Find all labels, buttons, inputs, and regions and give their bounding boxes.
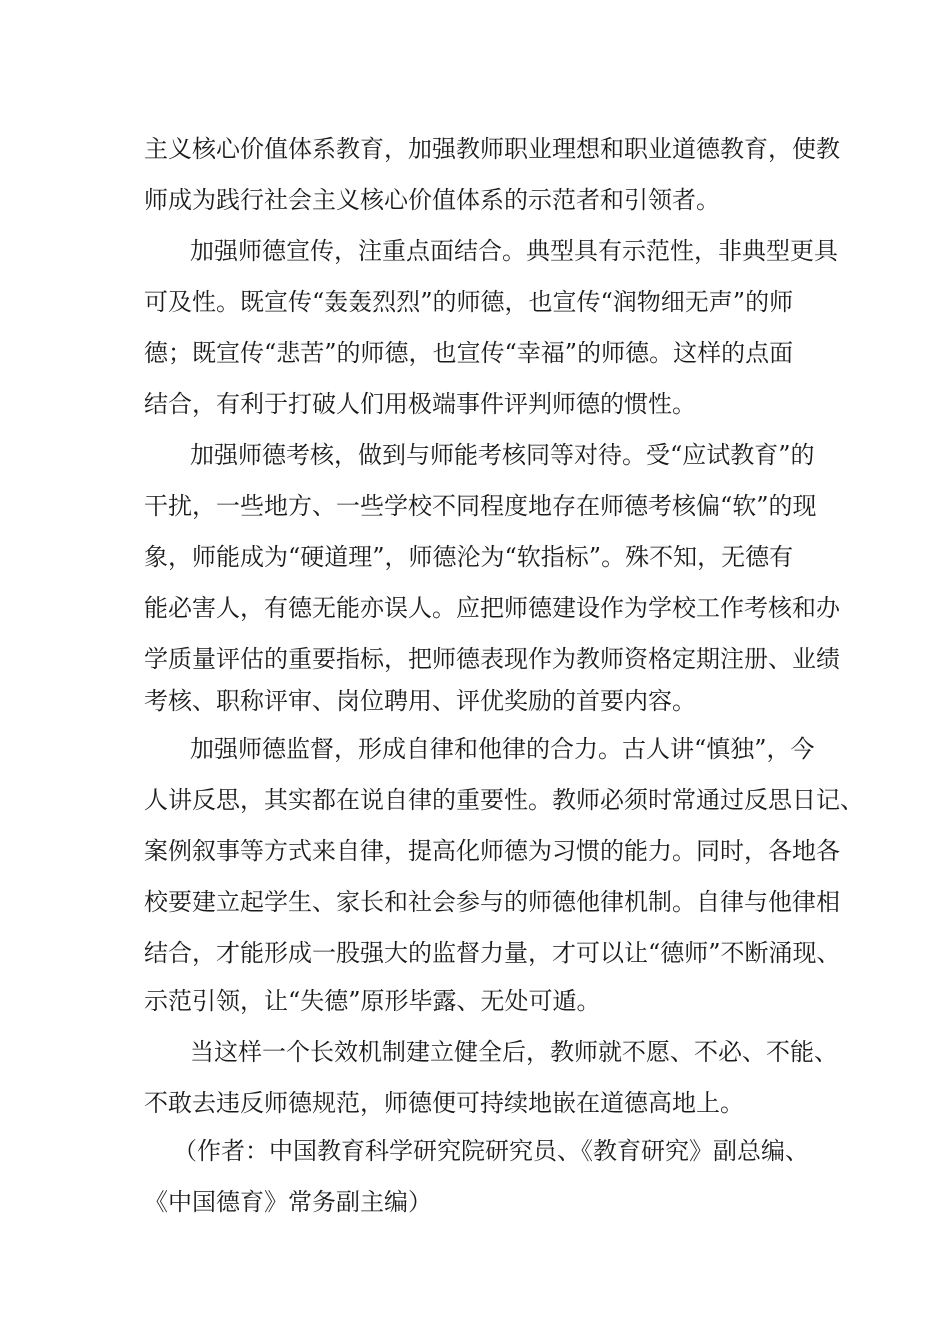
paragraph-1-line-1: 主义核心价值体系教育，加强教师职业理想和职业道德教育，使教 bbox=[144, 135, 840, 163]
author-note-line-1: （作者：中国教育科学研究院研究员、《教育研究》副总编、 bbox=[173, 1137, 809, 1165]
paragraph-3-line-1: 加强师德考核，做到与师能考核同等对待。受“应试教育”的 bbox=[190, 441, 815, 469]
paragraph-5-line-1: 当这样一个长效机制建立健全后，教师就不愿、不必、不能、 bbox=[190, 1038, 838, 1066]
paragraph-3-line-5: 学质量评估的重要指标，把师德表现作为教师资格定期注册、业绩 bbox=[144, 645, 840, 673]
paragraph-4-line-1: 加强师德监督，形成自律和他律的合力。古人讲“慎独”，今 bbox=[190, 735, 815, 763]
author-note-line-2: 《中国德育》常务副主编） bbox=[144, 1188, 432, 1216]
paragraph-1-line-2: 师成为践行社会主义核心价值体系的示范者和引领者。 bbox=[144, 186, 720, 214]
paragraph-4-line-5: 结合，才能形成一股强大的监督力量，才可以让“德师”不断涌现、 bbox=[144, 939, 841, 967]
paragraph-3-line-3: 象，师能成为“硬道理”，师德沦为“软指标”。殊不知，无德有 bbox=[144, 543, 794, 571]
paragraph-4-line-6: 示范引领，让“失德”原形毕露、无处可遁。 bbox=[144, 987, 601, 1015]
paragraph-5-line-2: 不敢去违反师德规范，师德便可持续地嵌在道德高地上。 bbox=[144, 1089, 744, 1117]
paragraph-2-line-3: 德；既宣传“悲苦”的师德，也宣传“幸福”的师德。这样的点面 bbox=[144, 339, 794, 367]
paragraph-4-line-3: 案例叙事等方式来自律，提高化师德为习惯的能力。同时，各地各 bbox=[144, 837, 840, 865]
paragraph-3-line-6: 考核、职称评审、岗位聘用、评优奖励的首要内容。 bbox=[144, 687, 696, 715]
paragraph-4-line-2: 人讲反思，其实都在说自律的重要性。教师必须时常通过反思日记、 bbox=[144, 786, 864, 814]
paragraph-2-line-4: 结合，有利于打破人们用极端事件评判师德的惯性。 bbox=[144, 390, 696, 418]
paragraph-3-line-2: 干扰，一些地方、一些学校不同程度地存在师德考核偏“软”的现 bbox=[144, 492, 817, 520]
paragraph-3-line-4: 能必害人，有德无能亦误人。应把师德建设作为学校工作考核和办 bbox=[144, 594, 840, 622]
paragraph-4-line-4: 校要建立起学生、家长和社会参与的师德他律机制。自律与他律相 bbox=[144, 888, 840, 916]
paragraph-2-line-1: 加强师德宣传，注重点面结合。典型具有示范性，非典型更具 bbox=[190, 237, 838, 265]
paragraph-2-line-2: 可及性。既宣传“轰轰烈烈”的师德，也宣传“润物细无声”的师 bbox=[144, 288, 794, 316]
